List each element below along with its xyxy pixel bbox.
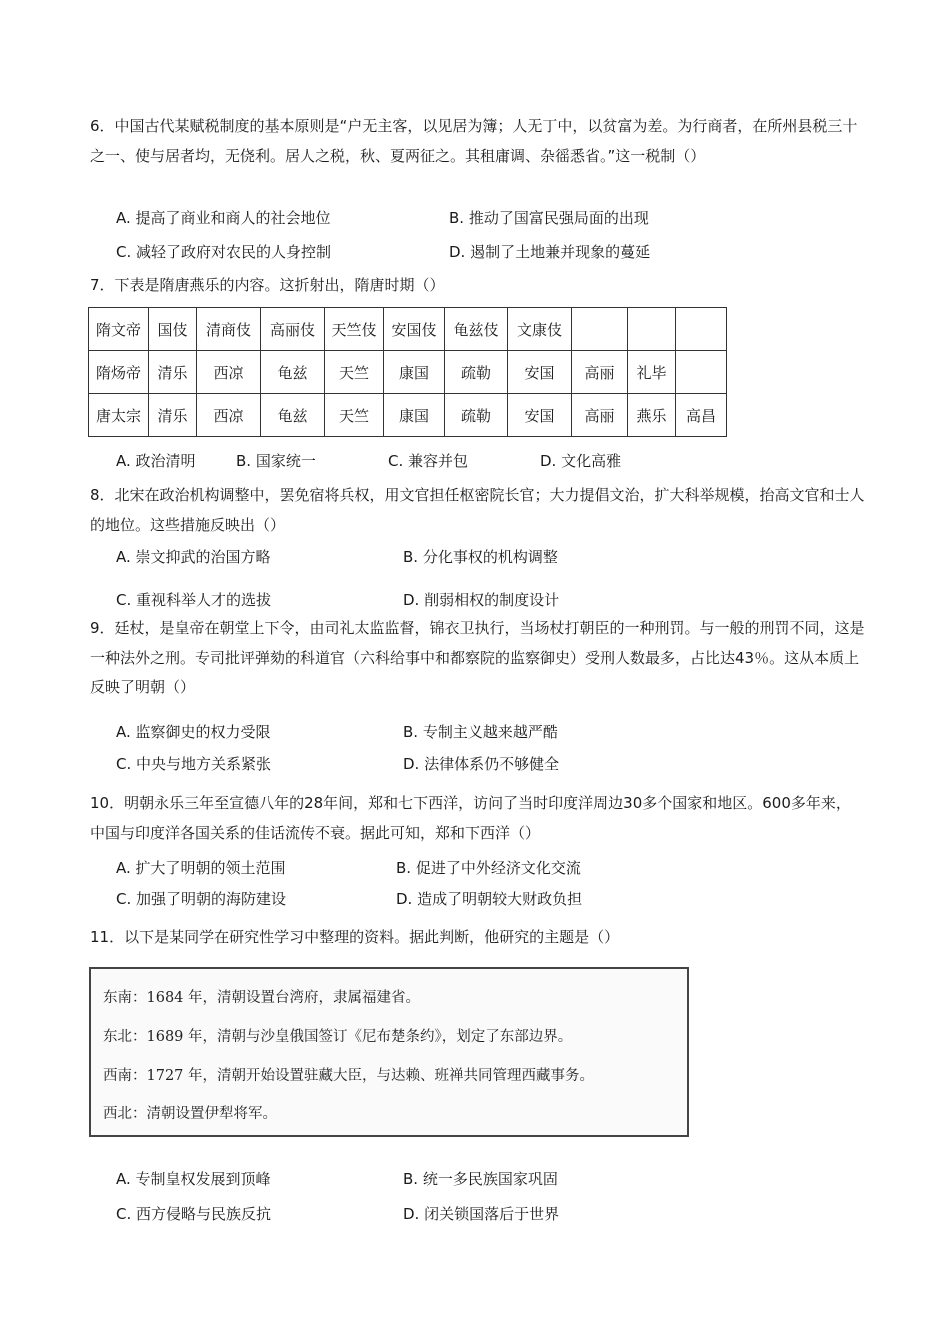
q9-option-d: D. 法律体系仍不够健全 bbox=[403, 755, 560, 773]
question-8-stem: 8．北宋在政治机构调整中，罢免宿将兵权，用文官担任枢密院长官；大力提倡文治，扩大科举规模，抬高文官和士人的地位。这些措施反映出（） bbox=[90, 486, 865, 534]
q6-option-c: C. 减轻了政府对农民的人身控制 bbox=[116, 243, 332, 261]
table-row bbox=[89, 394, 727, 437]
q8-option-a: A. 崇文抑武的治国方略 bbox=[116, 548, 271, 566]
table-cell: 隋炀帝 bbox=[89, 351, 149, 394]
table-cell: 康国 bbox=[384, 351, 445, 394]
table-cell bbox=[676, 351, 727, 394]
table-cell: 国伎 bbox=[149, 308, 197, 351]
question-6-stem: 6．中国古代某赋税制度的基本原则是“户无主客，以见居为簿；人无丁中，以贫富为差。为行商者，在所州县税三十之一、使与居者均，无侥利。居人之税，秋、夏两征之。其租庸调、杂徭悉省。”这一税制（） bbox=[90, 117, 858, 165]
table-cell: 安国 bbox=[508, 394, 572, 437]
q10-option-d: D. 造成了明朝较大财政负担 bbox=[396, 890, 583, 908]
q8-option-c: C. 重视科举人才的选拔 bbox=[116, 591, 272, 609]
table-row bbox=[89, 351, 727, 394]
table-cell bbox=[572, 308, 628, 351]
q7-option-b: B. 国家统一 bbox=[236, 452, 316, 470]
q9-option-c: C. 中央与地方关系紧张 bbox=[116, 755, 272, 773]
note-line-southwest: 西南：1727 年，清朝开始设置驻藏大臣，与达赖、班禅共同管理西藏事务。 bbox=[103, 1068, 595, 1084]
research-notes-box bbox=[89, 967, 689, 1137]
table-cell: 西凉 bbox=[197, 394, 261, 437]
q6-option-d: D. 遏制了土地兼并现象的蔓延 bbox=[449, 243, 651, 261]
q10-option-c: C. 加强了明朝的海防建设 bbox=[116, 890, 287, 908]
table-cell: 安国伎 bbox=[384, 308, 445, 351]
table-cell: 燕乐 bbox=[628, 394, 676, 437]
table-cell: 天竺伎 bbox=[325, 308, 384, 351]
q11-option-b: B. 统一多民族国家巩固 bbox=[403, 1170, 558, 1188]
table-cell: 天竺 bbox=[325, 394, 384, 437]
q11-option-d: D. 闭关锁国落后于世界 bbox=[403, 1205, 560, 1223]
table-cell: 文康伎 bbox=[508, 308, 572, 351]
q8-option-d: D. 削弱相权的制度设计 bbox=[403, 591, 560, 609]
table-cell: 清乐 bbox=[149, 394, 197, 437]
note-line-northwest: 西北：清朝设置伊犁将军。 bbox=[103, 1106, 277, 1122]
table-cell: 清乐 bbox=[149, 351, 197, 394]
table-cell: 高丽 bbox=[572, 351, 628, 394]
question-11-stem: 11．以下是某同学在研究性学习中整理的资料。据此判断，他研究的主题是（） bbox=[90, 928, 620, 946]
table-cell bbox=[676, 308, 727, 351]
q11-option-c: C. 西方侵略与民族反抗 bbox=[116, 1205, 272, 1223]
table-cell: 礼毕 bbox=[628, 351, 676, 394]
note-line-northeast: 东北：1689 年，清朝与沙皇俄国签订《尼布楚条约》，划定了东部边界。 bbox=[103, 1029, 573, 1045]
note-line-southeast: 东南：1684 年，清朝设置台湾府，隶属福建省。 bbox=[103, 990, 421, 1006]
table-cell: 安国 bbox=[508, 351, 572, 394]
table-cell: 唐太宗 bbox=[89, 394, 149, 437]
q9-option-b: B. 专制主义越来越严酷 bbox=[403, 723, 558, 741]
q6-option-b: B. 推动了国富民强局面的出现 bbox=[449, 209, 649, 227]
question-10-stem: 10．明朝永乐三年至宣德八年的28年间，郑和七下西洋，访问了当时印度洋周边30多个国家和地区。600多年来，中国与印度洋各国关系的佳话流传不衰。据此可知，郑和下西洋（） bbox=[90, 794, 851, 842]
q7-option-d: D. 文化高雅 bbox=[540, 452, 622, 470]
table-cell: 龟兹 bbox=[261, 394, 325, 437]
table-cell: 疏勒 bbox=[445, 394, 508, 437]
table-cell: 清商伎 bbox=[197, 308, 261, 351]
q7-option-c: C. 兼容并包 bbox=[388, 452, 469, 470]
table-cell: 龟兹 bbox=[261, 351, 325, 394]
table-cell: 疏勒 bbox=[445, 351, 508, 394]
q7-option-a: A. 政治清明 bbox=[116, 452, 196, 470]
q11-option-a: A. 专制皇权发展到顶峰 bbox=[116, 1170, 271, 1188]
q10-option-b: B. 促进了中外经济文化交流 bbox=[396, 859, 581, 877]
q6-option-a: A. 提高了商业和商人的社会地位 bbox=[116, 209, 331, 227]
table-row bbox=[89, 308, 727, 351]
table-cell: 西凉 bbox=[197, 351, 261, 394]
question-9-stem: 9．廷杖，是皇帝在朝堂上下令，由司礼太监监督，锦衣卫执行，当场杖打朝臣的一种刑罚。与一般的刑罚不同，这是一种法外之刑。专司批评弹劾的科道官（六科给事中和都察院的监察御史）受刑人数最多，占比达43％。这从本质上反映了明朝（） bbox=[90, 619, 865, 696]
table-cell: 高丽伎 bbox=[261, 308, 325, 351]
table-cell: 康国 bbox=[384, 394, 445, 437]
q10-option-a: A. 扩大了明朝的领土范围 bbox=[116, 859, 286, 877]
table-cell: 高丽 bbox=[572, 394, 628, 437]
question-7-stem: 7．下表是隋唐燕乐的内容。这折射出，隋唐时期（） bbox=[90, 276, 445, 294]
table-cell: 龟兹伎 bbox=[445, 308, 508, 351]
q9-option-a: A. 监察御史的权力受限 bbox=[116, 723, 271, 741]
q8-option-b: B. 分化事权的机构调整 bbox=[403, 548, 558, 566]
yanyue-table bbox=[88, 307, 727, 437]
table-cell: 天竺 bbox=[325, 351, 384, 394]
table-cell: 高昌 bbox=[676, 394, 727, 437]
table-cell: 隋文帝 bbox=[89, 308, 149, 351]
table-cell bbox=[628, 308, 676, 351]
